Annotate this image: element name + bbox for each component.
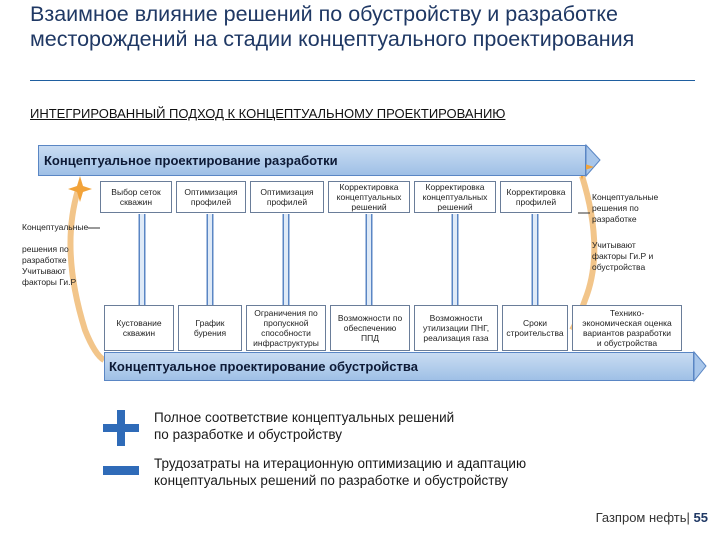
top-box-label: Корректировка профилей [506, 187, 566, 207]
bottom-box-label: Возможности утилизации ПНГ, реализация газа [422, 313, 490, 343]
legend-plus-text: Полное соответствие концептуальных решений по разработке и обустройству [154, 410, 455, 442]
top-box-correction-1 [328, 181, 410, 213]
footer-company: Газпром нефть [595, 510, 687, 525]
bottom-box-infrastructure-limits [246, 305, 326, 351]
footer-separator: | [686, 510, 694, 525]
left-note: Концептуальные решения по разработке Учитывают факторы Ги.Р [22, 222, 89, 287]
top-box-profile-opt-1 [176, 181, 246, 213]
bottom-box-label: Кустование скважин [116, 318, 162, 338]
bottom-box-economic-evaluation [572, 305, 682, 351]
bottom-box-drilling-schedule [178, 305, 242, 351]
top-box-label: Корректировка концептуальных решений [336, 182, 402, 212]
legend-minus-text: Трудозатраты на итерационную оптимизацию и адаптацию концептуальных решений по разработке и обустройству [154, 456, 527, 488]
top-box-label: Выбор сеток скважин [111, 187, 161, 207]
top-box-profile-opt-2 [250, 181, 324, 213]
top-box-well-grid [100, 181, 172, 213]
right-note-top: Концептуальные решения по разработке [592, 192, 659, 224]
facilities-band: Концептуальное проектирование обустройства [104, 352, 694, 381]
bottom-box-label: Технико- экономическая оценка вариантов разработки и обустройства [582, 308, 672, 348]
page-title: Взаимное влияние решений по обустройству и разработке месторождений на стадии концептуального проектирования [30, 2, 635, 51]
right-note-bottom: Учитывают факторы Ги.Р и обустройства [592, 240, 654, 272]
footer [596, 510, 708, 525]
top-box-label: Оптимизация профилей [260, 187, 314, 207]
development-band: Концептуальное проектирование разработки [38, 145, 586, 176]
star-icon-left [68, 176, 92, 202]
bottom-box-ppd [330, 305, 410, 351]
bottom-band-arrowhead [694, 352, 706, 381]
minus-icon [103, 466, 139, 475]
bottom-box-well-clustering [104, 305, 174, 351]
top-box-correction-2 [414, 181, 496, 213]
top-box-profile-correction [500, 181, 572, 213]
page-number: 55 [693, 510, 708, 525]
bottom-box-gas-utilization [414, 305, 498, 351]
vertical-arrows [142, 214, 535, 310]
bottom-box-label: Сроки строительства [506, 318, 564, 338]
top-box-label: Оптимизация профилей [184, 187, 238, 207]
section-subtitle: ИНТЕГРИРОВАННЫЙ ПОДХОД К КОНЦЕПТУАЛЬНОМУ ПРОЕКТИРОВАНИЮ [30, 106, 506, 121]
top-box-label: Корректировка концептуальных решений [422, 182, 488, 212]
bottom-box-label: Возможности по обеспечению ППД [337, 313, 403, 343]
top-band-arrowhead [586, 145, 600, 176]
bottom-box-label: График бурения [193, 318, 227, 338]
plus-icon [103, 410, 139, 446]
bottom-box-construction-timing [502, 305, 568, 351]
bottom-box-label: Ограничения по пропускной способности инфраструктуры [253, 308, 319, 348]
